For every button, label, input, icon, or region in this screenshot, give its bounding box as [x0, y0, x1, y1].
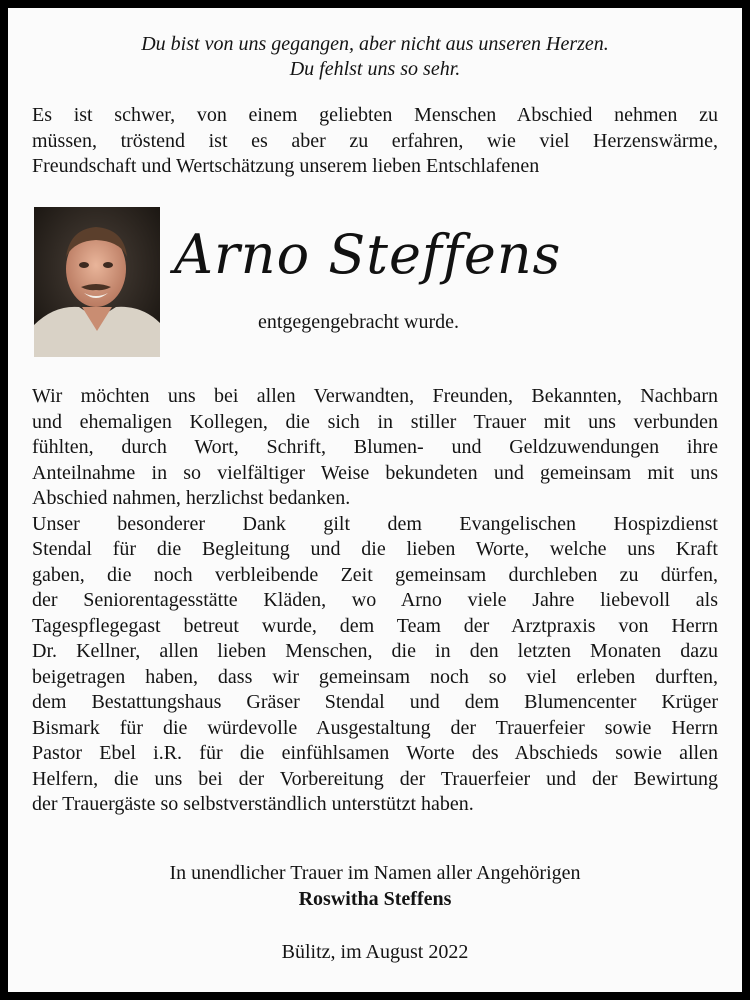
thanks-line: Pastor Ebel i.R. für die einfühlsamen Worte des Abschieds sowie allen [32, 742, 718, 764]
thanks-text [32, 384, 718, 818]
thanks-line: Helfern, die uns bei der Vorbereitung der Trauerfeier und der Bewirtung [32, 767, 718, 790]
thanks-line: Dr. Kellner, allen lieben Menschen, die in den letzten Monaten dazu [32, 640, 718, 662]
motto-line-2: Du fehlst uns so sehr. [289, 58, 461, 80]
deceased-photo [34, 207, 160, 357]
thanks-line: der Trauergäste so selbstverständlich unterstützt haben. [32, 793, 474, 815]
obituary-card [8, 8, 742, 992]
thanks-paragraph-1 [32, 384, 718, 512]
thanks-line: Unser besonderer Dank gilt dem Evangelischen Hospizdienst [32, 512, 718, 535]
signer-name: Roswitha Steffens [298, 888, 452, 910]
place-date: Bülitz, im August 2022 [281, 941, 469, 963]
thanks-paragraph-2 [32, 512, 718, 818]
closing-line: In unendlicher Trauer im Namen aller Angehörigen [169, 862, 581, 884]
portrait-image [34, 207, 160, 357]
thanks-line: Stendal für die Begleitung und die lieben Worte, welche uns Kraft [32, 538, 718, 560]
motto [8, 32, 742, 82]
thanks-line: der Seniorentagesstätte Kläden, wo Arno viele Jahre liebevoll als [32, 589, 718, 611]
intro-line: müssen, tröstend ist es aber zu erfahren, wie viel Herzenswärme, [32, 129, 718, 152]
thanks-line: Bismark für die würdevolle Ausgestaltung der Trauerfeier sowie Herrn [32, 716, 718, 739]
intro-line: Es ist schwer, von einem geliebten Menschen Abschied nehmen zu [32, 104, 718, 126]
thanks-line: gaben, die noch verbleibende Zeit gemeinsam durchleben zu dürfen, [32, 563, 718, 586]
thanks-line: Anteilnahme in so vielfältiger Weise bekundeten und gemeinsam mit uns [32, 461, 718, 484]
thanks-line: und ehemaligen Kollegen, die sich in stiller Trauer mit uns verbunden [32, 410, 718, 433]
thanks-line: dem Bestattungshaus Gräser Stendal und dem Blumencenter Krüger [32, 691, 718, 713]
intro-paragraph [32, 103, 718, 180]
thanks-line: Abschied nahmen, herzlichst bedanken. [32, 487, 351, 509]
deceased-name: Arno Steffens [174, 223, 562, 286]
thanks-line: Wir möchten uns bei allen Verwandten, Freunden, Bekannten, Nachbarn [32, 385, 718, 407]
intro-conclusion: entgegengebracht wurde. [258, 311, 460, 333]
motto-line-1: Du bist von uns gegangen, aber nicht aus unseren Herzen. [141, 33, 609, 55]
thanks-line: fühlten, durch Wort, Schrift, Blumen- und Geldzuwendungen ihre [32, 436, 718, 458]
closing [8, 860, 742, 912]
intro-line: Freundschaft und Wertschätzung unserem lieben Entschlafenen [32, 155, 540, 177]
thanks-line: Tagespflegegast betreut wurde, dem Team der Arztpraxis von Herrn [32, 614, 718, 637]
thanks-line: beigetragen haben, dass wir gemeinsam noch so viel erleben durften, [32, 665, 718, 688]
